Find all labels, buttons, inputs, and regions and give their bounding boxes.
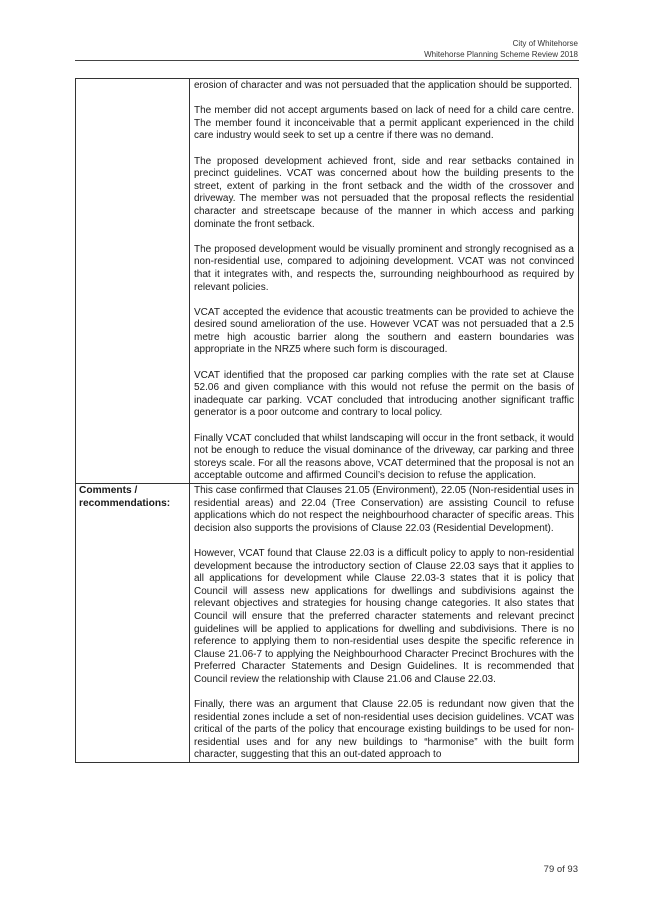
paragraph: erosion of character and was not persuaded that the application should be supported. [194,80,573,91]
decision-summary-table [75,78,579,763]
paragraph: The proposed development would be visually prominent and strongly recognised as a non-residential use, compared to adjoining development. VCAT was not convinced that it integrates with, and respects the, surrounding neighbourhood as required by relevant policies. [194,243,574,293]
row-label-cell [76,484,190,763]
page-header [424,38,578,60]
paragraph: However, VCAT found that Clause 22.03 is a difficult policy to apply to non-residential development because the introductory section of Clause 22.03 says that it applies to all applications for development while Clause 22.03-3 states that it is policy that Council will assess new applications for dwellings and subdivisions against the relevant objectives and strategies for housing change categories. It also states that Council will ensure that the preferred character statements and relevant precinct guidelines will be applied to applications for dwelling and subdivisions. There is no reference to applying them to non-residential uses despite the specific reference in Clause 21.06-7 to applying the Neighbourhood Character Precinct Brochures with the Preferred Character Statements and Design Guidelines. It is recommended that Council review the relationship with Clause 21.06 and Clause 22.03. [194,547,574,685]
header-document-title: Whitehorse Planning Scheme Review 2018 [424,50,578,59]
row-label-cell [76,79,190,484]
row-label [76,79,189,80]
paragraph: This case confirmed that Clauses 21.05 (Environment), 22.05 (Non-residential uses in residential areas) and 22.04 (Tree Conservation) are assisting Council to refuse applications which do not respect the neighbourhood character of specific areas. This decision also supports the provisions of Clause 22.03 (Residential Development). [194,485,574,534]
header-divider [75,60,579,61]
paragraph: VCAT accepted the evidence that acoustic treatments can be provided to achieve the desired sound amelioration of the use. However VCAT was not persuaded that a 2.5 metre high acoustic barrier along the southern and eastern boundaries was appropriate in the NRZ5 where such form is discouraged. [194,306,574,356]
table-row [76,484,579,763]
table-row [76,79,579,484]
paragraph: VCAT identified that the proposed car parking complies with the rate set at Clause 52.06 and given compliance with this would not refuse the permit on the basis of inadequate car parking. VCAT concluded that introducing another significant traffic generator is a poor outcome and contrary to local policy. [194,369,574,419]
comments-recommendations-label: Comments / recommendations: [79,485,171,509]
paragraph: The proposed development achieved front, side and rear setbacks contained in precinct guidelines. VCAT was concerned about how the building presents to the street, extent of parking in the front setback and the width of the crossover and driveway. The member was not persuaded that the proposal reflects the residential character and streetscape because of the manner in which access and parking dominate the front setback. [194,155,574,230]
header-organisation: City of Whitehorse [512,39,578,48]
paragraph: Finally, there was an argument that Clause 22.05 is redundant now given that the residential zones include a set of non-residential uses decision guidelines. VCAT was critical of the parts of the policy that encourage existing buildings to be used for non-residential uses and for any new buildings to “harmonise” with the built form character, suggesting that this an out-dated approach to [194,699,574,761]
row-content-cell [190,79,579,484]
paragraph: Finally VCAT concluded that whilst landscaping will occur in the front setback, it would not be enough to reduce the visual dominance of the driveway, car parking and three storeys scale. For all the reasons above, VCAT determined that the proposal is not an acceptable outcome and affirmed Council’s decision to refuse the application. [194,432,574,482]
page-number: 79 of 93 [543,864,578,875]
paragraph: The member did not accept arguments based on lack of need for a child care centre. The member found it inconceivable that a permit applicant experienced in the child care industry would seek to set up a centre if there was no demand. [194,105,574,142]
row-content-cell [190,484,579,763]
